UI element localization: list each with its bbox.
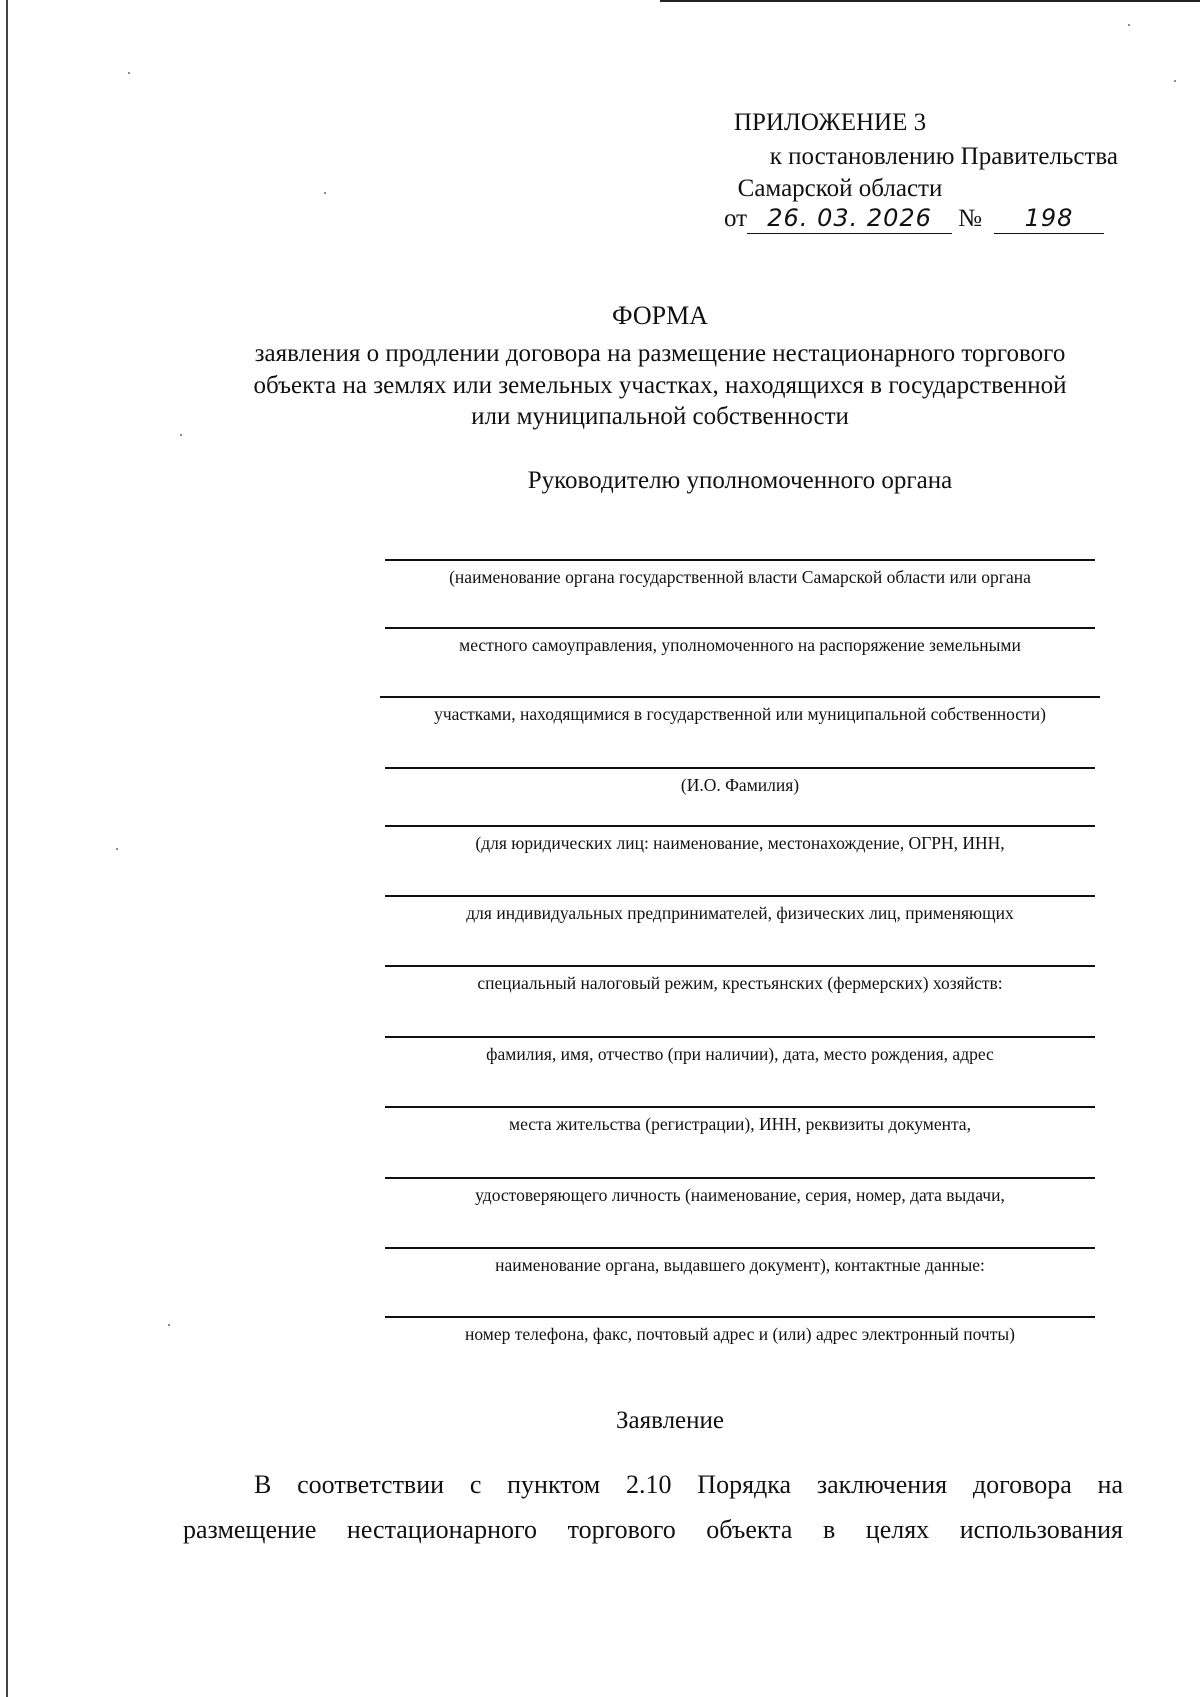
fill-field[interactable]	[385, 627, 1095, 656]
fill-field[interactable]	[385, 1177, 1095, 1206]
top-edge-rule	[660, 0, 1200, 2]
field-caption: фамилия, имя, отчество (при наличии), дата, место рождения, адрес	[486, 1043, 994, 1064]
scan-speck	[1174, 80, 1176, 82]
scan-speck	[1128, 24, 1130, 26]
fill-field[interactable]	[385, 1316, 1095, 1345]
statement-body-line: размещение нестационарного торгового объекта в целях использования	[183, 1515, 1123, 1544]
fill-field[interactable]	[385, 767, 1095, 796]
statement-title: Заявление	[615, 1407, 725, 1434]
fill-line[interactable]	[385, 965, 1095, 967]
fill-line[interactable]	[380, 696, 1100, 698]
field-caption: специальный налоговый режим, крестьянских (фермерских) хозяйств:	[477, 972, 1003, 993]
scan-speck	[128, 72, 130, 74]
fill-line[interactable]	[385, 767, 1095, 769]
field-caption: удостоверяющего личность (наименование, серия, номер, дата выдачи,	[475, 1184, 1005, 1205]
date-handwritten: 26. 03. 2026	[747, 204, 952, 234]
appendix-date-line	[724, 204, 1104, 234]
form-heading: ФОРМА	[612, 301, 708, 330]
scan-speck	[180, 434, 182, 436]
fill-line[interactable]	[385, 1036, 1095, 1038]
field-caption: участками, находящимися в государственной или муниципальной собственности)	[434, 703, 1046, 724]
fill-line[interactable]	[385, 895, 1095, 897]
scan-speck	[168, 1324, 170, 1326]
form-subtitle-line: объекта на землях или земельных участках, находящихся в государственной	[253, 372, 1067, 399]
appendix-line-region: Самарской области	[737, 175, 943, 202]
field-caption: места жительства (регистрации), ИНН, реквизиты документа,	[509, 1113, 971, 1134]
field-caption: наименование органа, выдавшего документ), контактные данные:	[495, 1254, 985, 1275]
left-edge-rule	[6, 0, 8, 1697]
number-sign: №	[958, 205, 982, 232]
field-caption: местного самоуправления, уполномоченного на распоряжение земельными	[459, 634, 1021, 655]
date-prefix: от	[724, 205, 748, 232]
field-caption: номер телефона, факс, почтовый адрес и (или) адрес электронный почты)	[465, 1323, 1015, 1344]
fill-field[interactable]	[385, 1106, 1095, 1135]
scan-speck	[116, 848, 118, 850]
appendix-title: ПРИЛОЖЕНИЕ 3	[733, 109, 927, 136]
fill-field[interactable]	[380, 696, 1100, 725]
field-caption: для индивидуальных предпринимателей, физических лиц, применяющих	[466, 902, 1014, 923]
fill-line[interactable]	[385, 1177, 1095, 1179]
fill-line[interactable]	[385, 825, 1095, 827]
addressee-line: Руководителю уполномоченного органа	[527, 467, 953, 494]
statement-body-line: В соответствии с пунктом 2.10 Порядка заключения договора на	[254, 1470, 1123, 1499]
fill-line[interactable]	[385, 1247, 1095, 1249]
fill-field[interactable]	[385, 1247, 1095, 1276]
fill-field[interactable]	[385, 965, 1095, 994]
fill-field[interactable]	[385, 559, 1095, 588]
fill-field[interactable]	[385, 895, 1095, 924]
number-handwritten: 198	[994, 204, 1104, 234]
field-caption: (И.О. Фамилия)	[680, 774, 800, 795]
field-caption: (для юридических лиц: наименование, местонахождение, ОГРН, ИНН,	[475, 832, 1005, 853]
fill-line[interactable]	[385, 559, 1095, 561]
fill-field[interactable]	[385, 825, 1095, 854]
form-subtitle-line: или муниципальной собственности	[471, 403, 849, 430]
fill-field[interactable]	[385, 1036, 1095, 1065]
fill-line[interactable]	[385, 1316, 1095, 1318]
appendix-line-resolution: к постановлению Правительства	[769, 143, 1118, 170]
scan-speck	[324, 192, 326, 194]
form-subtitle-line: заявления о продлении договора на размещение нестационарного торгового	[254, 340, 1066, 367]
fill-line[interactable]	[385, 627, 1095, 629]
fill-line[interactable]	[385, 1106, 1095, 1108]
field-caption: (наименование органа государственной власти Самарской области или органа	[449, 566, 1031, 587]
